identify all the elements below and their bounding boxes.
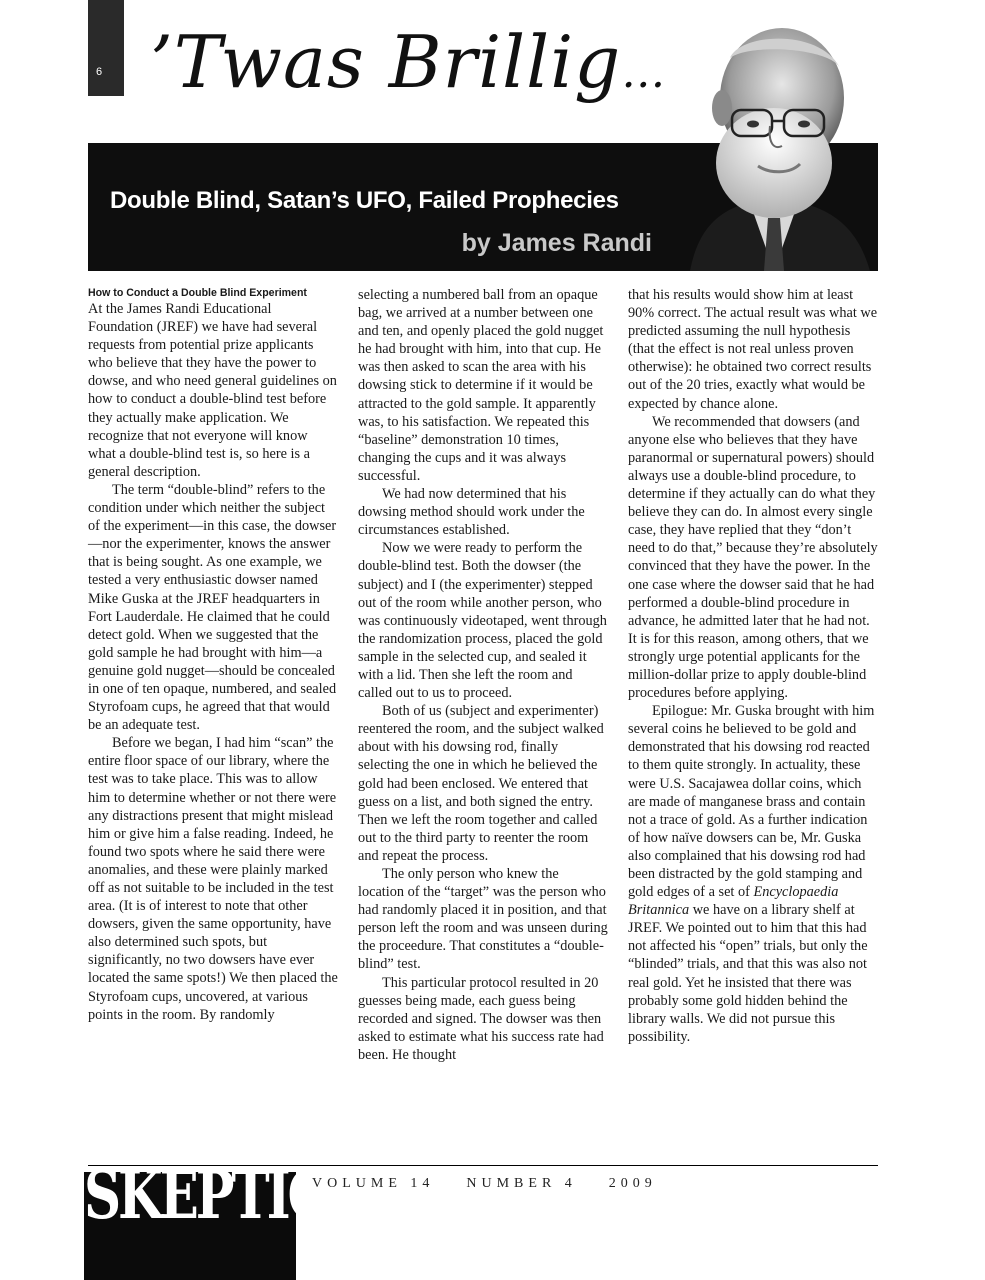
- column-title: [150, 20, 666, 104]
- issue-year: 2009: [608, 1176, 657, 1191]
- paragraph: This particular protocol resulted in 20 guesses being made, each guess being recorded and signed. The dowser was then asked to estimate what his success rate had been. He thought: [358, 974, 604, 1063]
- column-2: [358, 286, 608, 1064]
- issue-volume: VOLUME 14: [312, 1176, 435, 1191]
- page-number: 6: [96, 66, 103, 78]
- epilogue-text-a: Epilogue: Mr. Guska brought with him several coins he believed to be gold and demonstrated that his dowsing rod reacted to them quite strongly. In actuality, these were U.S. Sacajawea dollar coins, which are made of manganese brass and contain not a trace of gold. As a further indication of how naïve dowsers can be, Mr. Guska also complained that his dowsing rod had been distracted by the gold stamping and gold edges of a set of: [628, 703, 875, 901]
- issue-line: [312, 1176, 689, 1192]
- article-subtitle: Double Blind, Satan’s UFO, Failed Prophecies: [110, 187, 619, 214]
- paragraph: selecting a numbered ball from an opaque bag, we arrived at a number between one and ten, and openly placed the gold nugget he had brought with him, into that cup. He was then asked to scan the area with his dowsing stick to determine if it would be attracted to the gold sample. It apparently was, to his satisfaction. We repeated this “baseline” demonstration 10 times, changing the cups and it was always successful.: [358, 287, 604, 484]
- section-heading: How to Conduct a Double Blind Experiment: [88, 287, 307, 299]
- paragraph: At the James Randi Educational Foundation (JREF) we have had several requests from potential prize applicants who believe that they have the power to dowse, and who need general guidelines on how to conduct a double-blind test before they actually make application. We recognize that not everyone will know what a double-blind test is, so here is a general description.: [88, 301, 337, 480]
- paragraph: We had now determined that his dowsing method should work under the circumstances established.: [358, 486, 585, 539]
- byline: by James Randi: [461, 229, 652, 257]
- paragraph: We recommended that dowsers (and anyone else who believes that they have paranormal or supernatural powers) should always use a double-blind procedure, to determine if they actually can do what they believe they can do. In almost every single case, they have replied that they “don’t need to do that,” because they’re absolutely convinced that they have the power. In the one case where the dowser said that he had performed a double-blind procedure in advance, he admitted later that he had not. It is for this reason, among others, that we strongly urge potential applicants for the million-dollar prize to apply double-blind procedures before applying.: [628, 413, 878, 702]
- column-title-text: ’Twas Brillig: [150, 20, 622, 104]
- column-title-ellipsis: …: [621, 47, 667, 98]
- paragraph: that his results would show him at least 90% correct. The actual result was what we predicted assuming the null hypothesis (that the effect is not real unless proven otherwise): he obtained two correct results out of the 20 tries, exactly what would be expected by chance alone.: [628, 287, 878, 412]
- paragraph: Now we were ready to perform the double-blind test. Both the dowser (the subject) and I (the experimenter) stepped out of the room while another person, who was continuously videotaped, went through the randomization process, placed the gold sample in the selected cup, and sealed it with a lid. Then she left the room and called out to us to proceed.: [358, 540, 607, 702]
- column-3: [628, 286, 878, 1046]
- epilogue-paragraph: [628, 702, 878, 1046]
- encyclopaedia-title: Encyclopaedia Britannica: [628, 884, 839, 919]
- epilogue-text-b: we have on a library shelf at JREF. We pointed out to him that this had not affected his “open” trials, but only the “blinded” trials, and that this was also not real gold. Yet he insisted that there was probably some gold hidden behind the library walls. We did not pursue this possibility.: [628, 902, 868, 1045]
- paragraph: The only person who knew the location of the “target” was the person who had randomly placed it in position, and that person left the room and was unseen during the proceedure. That constitutes a “double-blind” test.: [358, 866, 608, 973]
- paragraph: Both of us (subject and experimenter) reentered the room, and the subject walked about with his dowsing rod, finally selecting the one in which he believed the gold had been enclosed. We entered that guess on a list, and both signed the entry. Then we left the room together and called out to the third party to reenter the room and repeat the process.: [358, 703, 604, 864]
- masthead-wordmark: SKEPTIC: [84, 1156, 326, 1234]
- skeptic-masthead: [84, 1156, 326, 1280]
- paragraph: The term “double-blind” refers to the condition under which neither the subject of the experiment—in this case, the dowser—nor the experimenter, knows the answer that is being sought. As one example, we tested a very enthusiastic dowser named Mike Guska at the JREF headquarters in Fort Lauderdale. He claimed that he could detect gold. When we suggested that the gold sample he had brought with him—a genuine gold nugget—should be concealed in one of ten opaque, numbered, and sealed Styrofoam cups, he agreed that that would be an adequate test.: [88, 481, 337, 734]
- paragraph: Before we began, I had him “scan” the entire floor space of our library, where the test was to take place. This was to allow him to determine whether or not there were any distractions present that might mislead him or give him a false reading. Indeed, he found two spots where he said there were anomalies, and these were plainly marked off as not suitable to be included in the test area. (It is of interest to note that other dowsers, given the same opportunity, have also determined such spots, but significantly, no two dowsers have ever located the same spots!) We then placed the Styrofoam cups, uncovered, at various points in the room. By randomly: [88, 735, 338, 1023]
- issue-number: NUMBER 4: [466, 1176, 577, 1191]
- author-photo: [670, 18, 878, 271]
- page-tab: [88, 0, 124, 96]
- article-body: [88, 286, 878, 1138]
- column-1: [88, 286, 338, 1024]
